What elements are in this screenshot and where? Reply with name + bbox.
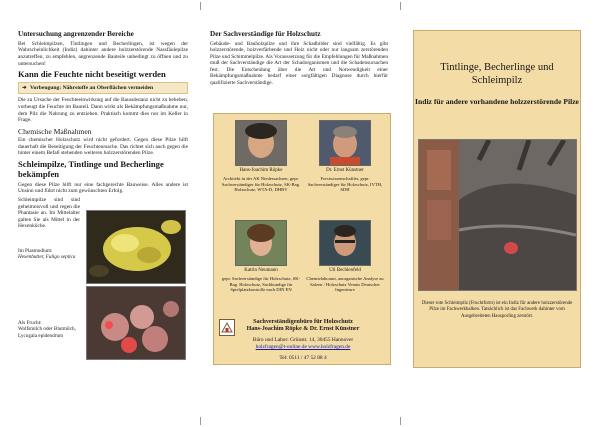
lycogala-caption <box>18 320 78 340</box>
person-name: Dr. Ernst Künstner <box>326 168 364 173</box>
heading-bekaempfen: Schleimpilze, Tintlinge und Becherlinge bekämpfen <box>18 158 164 180</box>
prevention-note <box>18 82 188 95</box>
portrait-photo <box>235 120 287 166</box>
person-card <box>221 220 301 293</box>
cover-title: Tintlinge, Becherlinge und Schleimpilz <box>440 62 554 87</box>
paragraph: Gebäude- und Bauholzpilze und ihre Schadbilder sind vielfältig. Es gibt holzzerstörende, holzverfärbende und Holz nicht oder nur langsam zerstörenden Pilze und Schimmelpilze. Als Voraussetzung für die Empfehlungen für Maßnahmen muß der Sachverständige die Art der Schadorganismen und die Schadensursachen fest. Die Entscheidung über die Art und Notwendigkeit einer Bekämpfungsmaßnahme bedarf einer sorgfältigen Diagnose durch hierfür qualifizierte Sachverständige. <box>210 40 388 86</box>
fold-mark <box>400 2 401 10</box>
cover-panel <box>413 30 581 368</box>
person-description: Forstwissenschaftler, gepr. Sachverständiger für Holzschutz, IVTH, SDH <box>307 176 383 192</box>
fold-mark <box>200 417 201 425</box>
left-panel <box>18 30 188 360</box>
office-owners: Hans-Joachim Röpke & Dr. Ernst Künstner <box>246 326 360 333</box>
caption-line: Im Plasmodium: <box>18 247 53 254</box>
portrait-photo <box>319 220 371 266</box>
contact-footer <box>219 318 387 362</box>
heading-untersuchung: Untersuchung angrenzender Bereiche <box>18 30 134 38</box>
person-description: Chemielaborant, anorganische Analyse zu Salzen / Holzschutz Vennis Deutscher Ingenieure <box>306 276 384 292</box>
middle-panel <box>210 30 388 90</box>
fold-mark <box>200 2 201 10</box>
contact-links[interactable]: holzfragen@t-online.de www.holzfragen.de <box>255 343 351 350</box>
heading-chemische: Chemische Maßnahmen <box>18 126 92 136</box>
person-card <box>305 120 385 193</box>
person-name: Katrin Neumann <box>244 268 278 273</box>
caption-line: Wolfsmilch oder Blutmilch, Lycogala epidendrum <box>18 326 76 339</box>
office-address: Büro und Labor: Grünstr. 14, 30455 Hannover <box>252 336 354 343</box>
heading-feuchte: Kann die Feuchte nicht beseitigt werden <box>18 69 166 80</box>
person-card <box>221 120 301 193</box>
phone-number: Tel: 0511 / 47 52 88 4 <box>279 354 327 361</box>
paragraph: Gegen diese Pilze hilft nur eine fachgerechte Bauweise. Alles andere ist Unsinn und führt nicht zum gewünschten Erfolg. <box>18 181 188 195</box>
fuligo-caption <box>18 248 78 261</box>
lycogala-row <box>18 286 188 360</box>
paragraph: Die zu Ursache der Feuchteeinwirkung auf die Bausubstanz nicht zu beheben, vorbeugt die Feuchte im Bauteil. Dann wirkt als Bekämpfungsmaßnahme nur, dem Pilz die Nahrung zu entziehen. Praktisch kommt dies nur im Keller in Frage. <box>18 97 188 124</box>
office-name: Sachverständigenbüro für Holzschutz <box>253 318 353 325</box>
person-description: Architekt in der AK Niedersachsen, gepr. Sachverständiger für Holzschutz, SK-Bag. Holzschutz, WTA-D, DHBV <box>221 176 301 192</box>
lycogala-photo <box>86 286 186 360</box>
cover-subtitle: Indiz für andere vorhandene holzzerstörende Pilze <box>415 97 579 107</box>
fuligo-photo <box>86 210 186 284</box>
portrait-photo <box>319 120 371 166</box>
cover-caption: Dieser rote Schleimpilz (Fruchtform) ist ein Indiz für andere holzzerstörende Pilze im Fachwerkbalken. Tatsächlich ist das Fachwerk dahinter vom Ausgebreiteten Hausporling zerstört. <box>421 301 573 319</box>
cover-photo <box>418 139 577 291</box>
portrait-photo <box>235 220 287 266</box>
paragraph: Schleimpilze sind sind geheimnisvoll und regen die Phantasie an. Im Mittelalter galten Sie als Mittel in der Hexenküche. <box>18 197 80 230</box>
person-description: gepr. Sachverständige für Holzschutz, SK-Bag. Holzschutz, Sachkundige für Spielplatzkontrolle nach DIN EN <box>221 276 301 292</box>
paragraph: Bei Schleimpilzen, Tintlingen und Becherlingen, ist wegen der Wahrscheinlichkeit (Indiz) dahinter andere holzzerstörende Nassfäulepilze anzutreffen, zu empfehlen, angrenzende Bauteile unbedingt zu öffnen und zu untersuchen! <box>18 40 188 67</box>
company-logo <box>219 319 235 336</box>
person-name: Hans-Joachim Röpke <box>239 168 283 173</box>
prevention-note-text: Vorbeugung: Nährstoffe an Oberflächen vermeiden <box>30 84 154 91</box>
caption-line: Als Frucht: <box>18 319 42 326</box>
caption-line: Hexenbutter, Fuligo septica <box>18 254 76 261</box>
fold-mark <box>400 417 401 425</box>
person-name: Uli Bechlenfeld <box>329 268 361 273</box>
arrow-right-icon: ➜ <box>22 84 27 91</box>
person-card <box>305 220 385 293</box>
fuligo-row <box>18 210 188 284</box>
paragraph: Ein chemischer Holzschutz wird nicht gefordert. Gegen diese Pilze hilft dauerhaft die Beseitigung der Feuchteursache. Das richtet sich auch gegen die hinter einem Befall stehenden weiteren holzzerstörenden Pilze. <box>18 137 188 157</box>
heading-sachverstaendige: Der Sachverständige für Holzschutz <box>210 30 321 38</box>
